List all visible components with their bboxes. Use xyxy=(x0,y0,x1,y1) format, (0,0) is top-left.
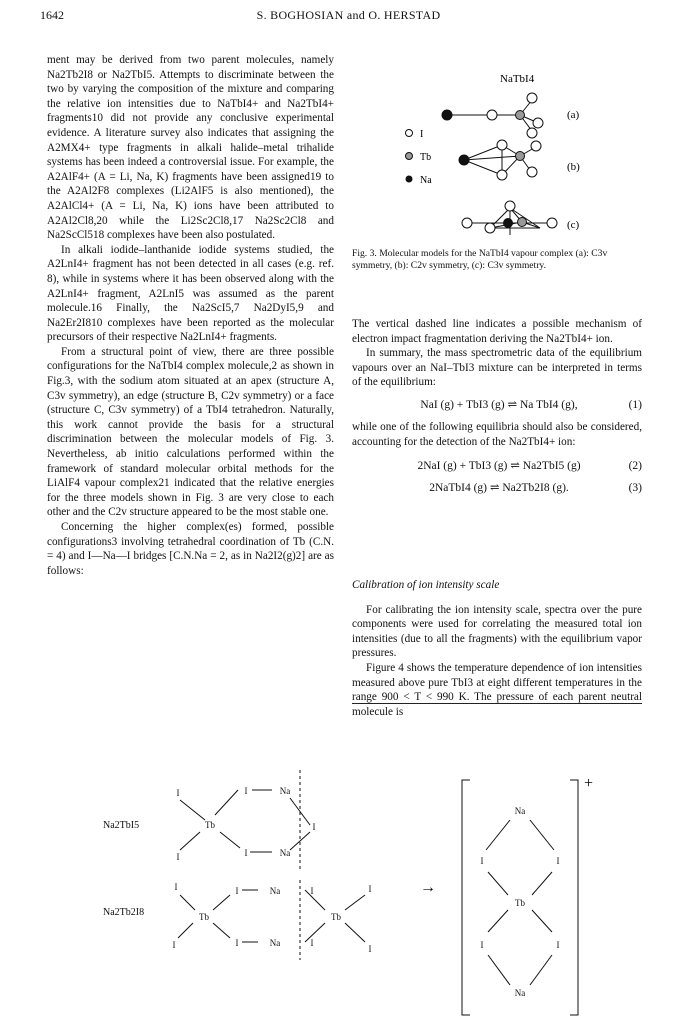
atom-label-i: I xyxy=(244,848,248,858)
model-a xyxy=(442,93,544,138)
right-column-top xyxy=(352,317,642,499)
atom-label-i: I xyxy=(556,856,560,866)
atom-label-na: Na xyxy=(279,848,291,858)
atom-label-tb: Tb xyxy=(515,898,525,908)
label-na2tbi5: Na2TbI5 xyxy=(103,820,140,831)
atom-label-na: Na xyxy=(269,938,281,948)
paragraph: while one of the following equilibria should also be considered, accounting for the detection of the Na2TbI4+ ion: xyxy=(352,420,642,448)
atom-label-i: I xyxy=(235,938,239,948)
figure-3-caption: Fig. 3. Molecular models for the NaTbI4 vapour complex (a): C3v symmetry, (b): C2v symmetry, (c): C3v symmetry. xyxy=(352,248,608,271)
atom-label-i: I xyxy=(310,938,314,948)
paragraph: In alkali iodide–lanthanide iodide systems studied, the A2LnI4+ fragment has not been detected in all cases (e.g. ref. 8), while in systems where it has been observed along with the A2LnI4+ fragment, A2LnI5 was assumed as the parent molecule.16 Finally, the Na2ScI5,7 Na2DyI5,9 and Na2Er2I810 complexes have been reported as the molecular precursors of their respective Na2LnI4+ fragments. xyxy=(47,243,334,344)
atom-label-tb: Tb xyxy=(331,912,341,922)
panel-label-c: (c) xyxy=(567,219,580,231)
legend-label-sodium: Na xyxy=(420,175,432,186)
atom-label-i: I xyxy=(235,886,239,896)
atom-label-i: I xyxy=(172,940,176,950)
atom-label-na: Na xyxy=(514,806,526,816)
paragraph: Figure 4 shows the temperature dependence of ion intensities measured above pure TbI3 at eight different temperatures in the range 900 < T < 990 K. The pressure of each parent neutral molecule is xyxy=(352,661,642,718)
reaction-arrow: → xyxy=(420,879,436,896)
equation-1 xyxy=(352,396,642,416)
equation-body: 2NaTbI4 (g) ⇌ Na2Tb2I8 (g). xyxy=(429,482,569,495)
atom-label-i: I xyxy=(480,856,484,866)
paragraph: For calibrating the ion intensity scale, spectra over the pure components were used for correlating the measured total ion intensities (due to all the fragments) with the equilibrium vapor pressures. xyxy=(352,603,642,660)
figure-title: NaTbI4 xyxy=(500,73,535,85)
running-title: S. BOGHOSIAN and O. HERSTAD xyxy=(256,8,441,22)
section-heading: Calibration of ion intensity scale xyxy=(352,579,500,591)
legend-label-iodine: I xyxy=(420,129,424,140)
atom-label-i: I xyxy=(310,886,314,896)
equation-number: (2) xyxy=(628,460,642,473)
structure-scheme xyxy=(0,760,693,1020)
atom-label-na: Na xyxy=(279,786,291,796)
equation-number: (1) xyxy=(628,398,642,411)
atom-label-i: I xyxy=(368,944,372,954)
atom-label-i: I xyxy=(176,788,180,798)
ion-charge: + xyxy=(584,775,594,792)
atom-label-i: I xyxy=(174,882,178,892)
equation-body: NaI (g) + TbI3 (g) ⇌ Na TbI4 (g), xyxy=(420,398,578,411)
atom-label-tb: Tb xyxy=(205,820,215,830)
column-end-rule xyxy=(352,703,642,704)
paragraph: In summary, the mass spectrometric data of the equilibrium vapours over an NaI–TbI3 mixture can be interpreted in terms of the equilibrium: xyxy=(352,347,642,389)
paragraph: ment may be derived from two parent molecules, namely Na2Tb2I8 or Na2TbI5. Attempts to discriminate between the two by varying the composition of the mixture and comparing the relative ion intensities due to NaTbI4+ and Na2TbI4+ fragments10 did not provide any conclusive experimental evidence. A literature survey also indicates that assigning the A2MX4+ type fragments in alkali halide–metal trihalide systems has been indeed a controversial issue. For example, the A2AlF4+ (A = Li, Na, K) fragments have been assigned19 to the A2Al2F8 complexes (Li2AlF5 is also mentioned), the A2AlCl4+ (A = Li, Na, K) ions have been attributed to A2Al2Cl8,20 while the Li2Sc2Cl8,17 Na2Sc2Cl8 and Na2ScCl518 complexes have been also postulated. xyxy=(47,54,334,242)
atom-label-i: I xyxy=(368,884,372,894)
figure-3 xyxy=(352,60,652,245)
legend-label-terbium: Tb xyxy=(420,152,432,163)
atom-label-na: Na xyxy=(514,988,526,998)
equation-body: 2NaI (g) + TbI3 (g) ⇌ Na2TbI5 (g) xyxy=(417,460,581,473)
equation-3 xyxy=(352,479,642,499)
atom-label-tb: Tb xyxy=(199,912,209,922)
paragraph: The vertical dashed line indicates a possible mechanism of electron impact fragmentation deriving the Na2TbI4+ ion. xyxy=(352,318,642,345)
atom-label-i: I xyxy=(312,822,316,832)
model-c xyxy=(462,201,557,235)
panel-label-a: (a) xyxy=(567,109,580,121)
atom-label-i: I xyxy=(480,940,484,950)
legend-terbium-icon xyxy=(406,153,413,160)
label-na2tb2i8: Na2Tb2I8 xyxy=(103,907,145,918)
page-header xyxy=(40,8,657,26)
legend-iodine-icon xyxy=(406,130,413,137)
left-column xyxy=(47,53,334,578)
atom-label-i: I xyxy=(244,786,248,796)
legend-sodium-icon xyxy=(406,176,413,183)
atom-label-i: I xyxy=(556,940,560,950)
atom-label-na: Na xyxy=(269,886,281,896)
model-b xyxy=(459,140,542,180)
equation-number: (3) xyxy=(628,482,642,495)
paragraph: From a structural point of view, there are three possible configurations for the NaTbI4 complex molecule,2 as shown in Fig.3, with the sodium atom situated at an apex (structure A, C3v symmetry), an edge (structure B, C2v symmetry) or a face (structure C, C3v symmetry) of a TbI4 tetrahedron. Naturally, this work cannot provide the basis for a structural discrimination between the molecular models of Fig. 3. Nevertheless, ab initio calculations performed within the framework of standard molecular orbital methods for the LiAlF4 vapour complex21 indicated that the relative energies for the three models shown in Fig. 3 are very close to each other and the C2v structure appeared to be the most stable one. xyxy=(47,345,334,519)
panel-label-b: (b) xyxy=(567,161,580,173)
paragraph: Concerning the higher complex(es) formed, possible configurations3 involving tetrahedral coordination of Tb (C.N. = 4) and I—Na—I bridges [C.N.Na = 2, as in Na2I2(g)2] are as follows: xyxy=(47,521,334,577)
page-number: 1642 xyxy=(40,8,64,22)
right-column-bottom xyxy=(352,568,642,719)
atom-label-i: I xyxy=(176,852,180,862)
equation-2 xyxy=(352,457,642,477)
